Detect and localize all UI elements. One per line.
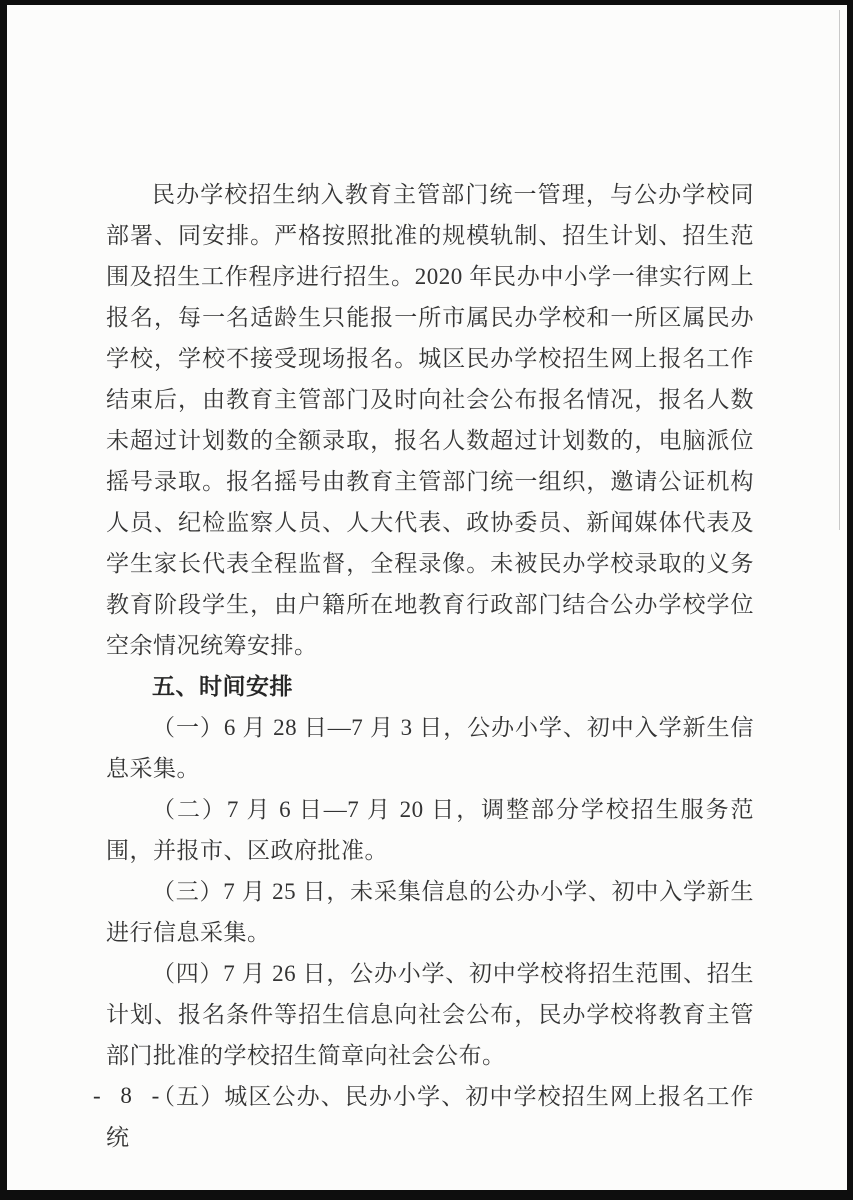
page-number: - 8 -: [93, 1083, 167, 1108]
schedule-item-3: （三）7 月 25 日，未采集信息的公办小学、初中入学新生进行信息采集。: [106, 879, 754, 945]
schedule-item-2: （二）7 月 6 日—7 月 20 日，调整部分学校招生服务范围，并报市、区政府批准。: [106, 797, 754, 863]
section-heading-schedule: 五、时间安排: [152, 673, 293, 699]
document-body: [106, 174, 754, 1158]
paragraph-enrollment-policy: 民办学校招生纳入教育主管部门统一管理，与公办学校同部署、同安排。严格按照批准的规模轨制、招生计划、招生范围及招生工作程序进行招生。2020 年民办中小学一律实行网上报名，每一名适龄生只能报一所市属民办学校和一所区属民办学校，学校不接受现场报名。城区民办学校招生网上报名工作结束后，由教育主管部门及时向社会公布报名情况，报名人数未超过计划数的全额录取，报名人数超过计划数的，电脑派位摇号录取。报名摇号由教育主管部门统一组织，邀请公证机构人员、纪检监察人员、人大代表、政协委员、新闻媒体代表及学生家长代表全程监督，全程录像。未被民办学校录取的义务教育阶段学生，由户籍所在地教育行政部门结合公办学校学位空余情况统筹安排。: [106, 182, 754, 658]
schedule-item-4: （四）7 月 26 日，公办小学、初中学校将招生范围、招生计划、报名条件等招生信息向社会公布，民办学校将教育主管部门批准的学校招生简章向社会公布。: [106, 961, 754, 1068]
scan-edge-artifact: [839, 10, 840, 530]
document-page: [7, 5, 847, 1190]
schedule-item-1: （一）6 月 28 日—7 月 3 日，公办小学、初中入学新生信息采集。: [106, 715, 754, 781]
schedule-item-5: （五）城区公办、民办小学、初中学校招生网上报名工作统: [106, 1084, 754, 1150]
